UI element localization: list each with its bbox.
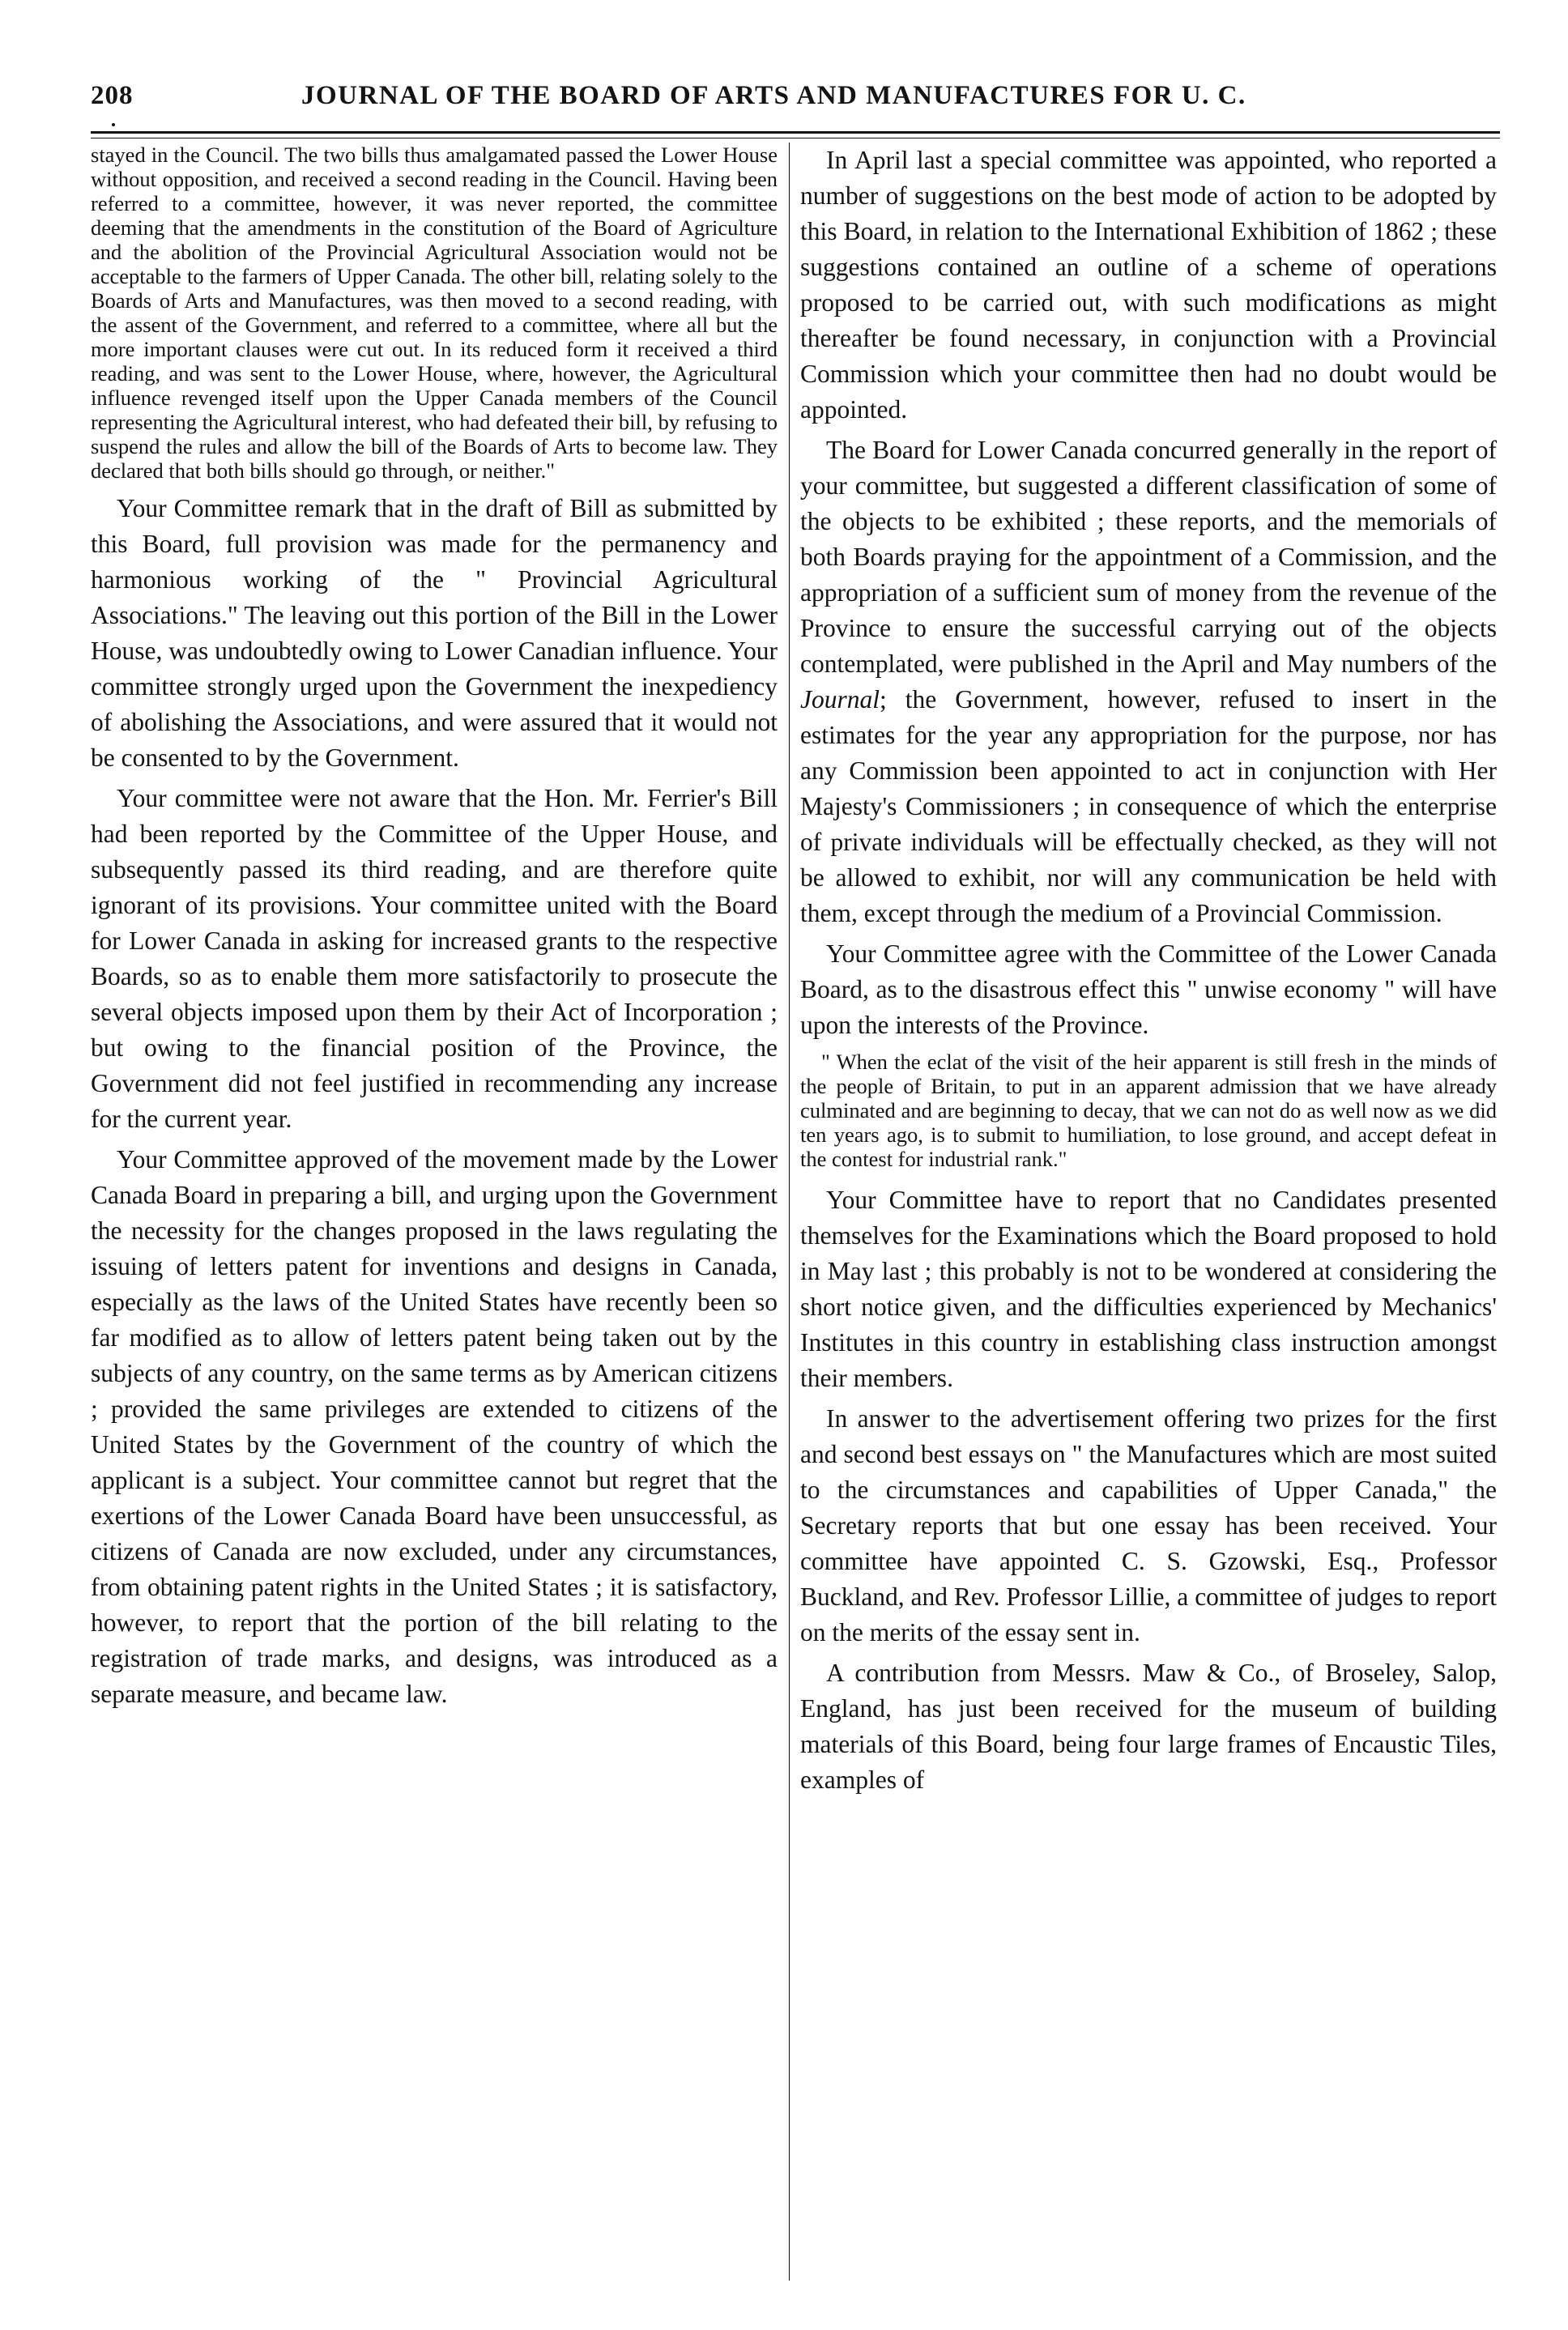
column-divider xyxy=(789,143,790,2281)
right-paragraph-contribution: A contribution from Messrs. Maw & Co., of Broseley, Salop, England, has just been received for the museum of building materials of this Board, being four large frames of Encaustic Tiles, examples of xyxy=(800,1659,1497,1794)
left-paragraph-continuation: stayed in the Council. The two bills thus amalgamated passed the Lower House without opposition, and received a second reading in the Council. Having been referred to a committee, however, it was never reported, the committee deeming that the amendments in the constitution of the Board of Agriculture and the abolition of the Provincial Agricultural Association would not be acceptable to the farmers of Upper Canada. The other bill, relating solely to the Boards of Arts and Manufactures, was then moved to a second reading, with the assent of the Government, and referred to a committee, where all but the more important clauses were cut out. In its reduced form it received a third reading, and was sent to the Lower House, where, however, the Agricultural influence revenged itself upon the Upper Canada members of the Council representing the Agricultural interest, who had defeated their bill, by refusing to suspend the rules and allow the bill of the Boards of Arts to become law. They declared that both bills should go through, or neither." xyxy=(91,143,778,483)
right-paragraph-examinations: Your Committee have to report that no Candidates presented themselves for the Examinations which the Board proposed to hold in May last ; this probably is not to be wondered at considering the short notice given, and the difficulties experienced by Mechanics' Institutes in this country in establishing class instruction amongst their members. xyxy=(800,1186,1497,1392)
journal-italic: Journal xyxy=(800,685,880,713)
running-head xyxy=(91,81,1500,130)
right-block-quote: " When the eclat of the visit of the heir apparent is still fresh in the minds of the people of Britain, to put in an apparent admission that we have already culminated and are beginning to decay, that we can not do as well now as we did ten years ago, is to submit to humiliation, to lose ground, and accept defeat in the contest for industrial rank." xyxy=(800,1050,1497,1171)
journal-text-before: The Board for Lower Canada concurred generally in the report of your committee, but suggested a different classification of some of the objects to be exhibited ; these reports, and the memorials of both Boards praying for the appointment of a Commission, and the appropriation of a sufficient sum of money from the revenue of the Province to ensure the successful carrying out of the objects contemplated, were published in the April and May numbers of the xyxy=(800,436,1497,678)
left-paragraph-ferrier-bill: Your committee were not aware that the Hon. Mr. Ferrier's Bill had been reported by the Committee of the Upper House, and subsequently passed its third reading, and are therefore quite ignorant of its provisions. Your committee united with the Board for Lower Canada in asking for increased grants to the respective Boards, so as to enable them more satisfactorily to prosecute the several objects imposed upon them by their Act of Incorporation ; but owing to the financial position of the Province, the Government did not feel justified in recommending any increase for the current year. xyxy=(91,784,778,1133)
right-paragraph-lower-canada-board xyxy=(800,432,1497,931)
left-paragraph-draft-bill: Your Committee remark that in the draft of Bill as submitted by this Board, full provision was made for the permanency and harmonious working of the " Provincial Agricultural Associations." The leaving out this portion of the Bill in the Lower House, was undoubtedly owing to Lower Canadian influence. Your committee strongly urged upon the Government the inexpediency of abolishing the Associations, and were assured that it would not be consented to by the Government. xyxy=(91,494,778,772)
journal-title: JOURNAL OF THE BOARD OF ARTS AND MANUFACTURES FOR U. C. xyxy=(301,81,1246,110)
right-paragraph-essays: In answer to the advertisement offering two prizes for the first and second best essays on " the Manufactures which are most suited to the circumstances and capabilities of Upper Canada," the Secretary reports that but one essay has been received. Your committee have appointed C. S. Gzowski, Esq., Professor Buckland, and Rev. Professor Lillie, a committee of judges to report on the merits of the essay sent in. xyxy=(800,1404,1497,1646)
right-column xyxy=(800,143,1497,1803)
left-paragraph-patents: Your Committee approved of the movement made by the Lower Canada Board in preparing a bill, and urging upon the Government the necessity for the changes proposed in the laws regulating the issuing of letters patent for inventions and designs in Canada, especially as the laws of the United States have recently been so far modified as to allow of letters patent being taken out by the subjects of any country, on the same terms as by American citizens ; provided the same privileges are extended to citizens of the United States by the Government of the country of which the applicant is a subject. Your committee cannot but regret that the exertions of the Lower Canada Board have been unsuccessful, as citizens of Canada are now excluded, under any circumstances, from obtaining patent rights in the United States ; it is satisfactory, however, to report that the portion of the bill relating to the registration of trade marks, and designs, was introduced as a separate measure, and became law. xyxy=(91,1145,778,1708)
stray-mark xyxy=(112,123,115,126)
right-paragraph-special-committee: In April last a special committee was appointed, who reported a number of suggestions on the best mode of action to be adopted by this Board, in relation to the International Exhibition of 1862 ; these suggestions contained an outline of a scheme of operations proposed to be carried out, with such modifications as might thereafter be found necessary, in conjunction with a Provincial Commission which your committee then had no doubt would be appointed. xyxy=(800,146,1497,424)
right-paragraph-unwise-economy: Your Committee agree with the Committee of the Lower Canada Board, as to the disastrous effect this " unwise economy " will have upon the interests of the Province. xyxy=(800,939,1497,1039)
page-number: 208 xyxy=(91,81,134,110)
header-rule-thick xyxy=(91,131,1500,134)
left-column xyxy=(91,143,778,1717)
journal-text-after: ; the Government, however, refused to insert in the estimates for the year any appropriation for the purpose, nor has any Commission been appointed to act in conjunction with Her Majesty's Commissioners ; in consequence of which the enterprise of private individuals will be effectually checked, as they will not be allowed to exhibit, nor will any communication be held with them, except through the medium of a Provincial Commission. xyxy=(800,685,1497,927)
